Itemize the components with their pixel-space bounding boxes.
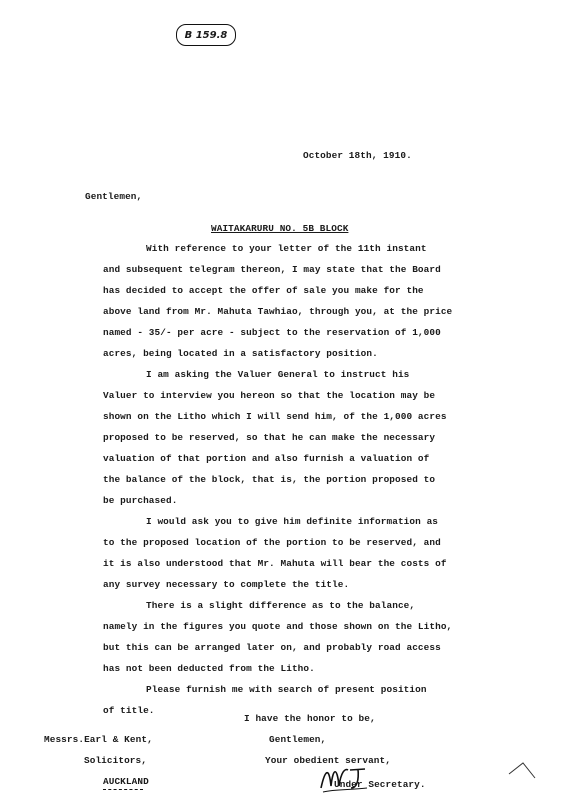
body-line: acres, being located in a satisfactory position. (103, 348, 378, 359)
body-line: be purchased. (103, 495, 178, 506)
body-line: named - 35/- per acre - subject to the reservation of 1,000 (103, 327, 441, 338)
signer-title: Under Secretary. (334, 779, 426, 790)
addressee-name: Messrs.Earl & Kent, (44, 734, 153, 745)
body-line: Valuer to interview you hereon so that the location may be (103, 390, 436, 401)
body-line: shown on the Litho which I will send him, of the 1,000 acres (103, 411, 447, 422)
body-line: any survey necessary to complete the title. (103, 579, 350, 590)
body-line: the balance of the block, that is, the portion proposed to (103, 474, 436, 485)
closing-honor: I have the honor to be, (244, 713, 376, 724)
body-line: but this can be arranged later on, and probably road access (103, 642, 441, 653)
body-line: With reference to your letter of the 11th instant (146, 243, 427, 254)
body-line: Please furnish me with search of present position (146, 684, 427, 695)
body-line: it is also understood that Mr. Mahuta will bear the costs of (103, 558, 447, 569)
reference-stamp: B 159.8 (176, 24, 236, 46)
addressee-city: AUCKLAND (103, 776, 149, 787)
closing-gentlemen: Gentlemen, (269, 734, 327, 745)
body-line: and subsequent telegram thereon, I may state that the Board (103, 264, 441, 275)
underline-dashes (103, 789, 143, 790)
body-line: There is a slight difference as to the balance, (146, 600, 416, 611)
stray-pen-mark (507, 760, 537, 780)
body-line: to the proposed location of the portion to be reserved, and (103, 537, 441, 548)
body-line: I am asking the Valuer General to instruct his (146, 369, 410, 380)
body-line: valuation of that portion and also furnish a valuation of (103, 453, 430, 464)
body-line: namely in the figures you quote and those shown on the Litho, (103, 621, 453, 632)
handwritten-signature (315, 758, 375, 798)
closing-servant: Your obedient servant, (265, 755, 391, 766)
body-line: of title. (103, 705, 155, 716)
salutation: Gentlemen, (85, 191, 143, 202)
body-line: has decided to accept the offer of sale you make for the (103, 285, 424, 296)
letter-date: October 18th, 1910. (303, 150, 412, 161)
body-line: I would ask you to give him definite information as (146, 516, 439, 527)
body-line: proposed to be reserved, so that he can make the necessary (103, 432, 436, 443)
block-heading: WAITAKARURU NO. 5B BLOCK (211, 223, 349, 234)
body-line: above land from Mr. Mahuta Tawhiao, through you, at the price (103, 306, 453, 317)
addressee-role: Solicitors, (84, 755, 147, 766)
body-line: has not been deducted from the Litho. (103, 663, 315, 674)
